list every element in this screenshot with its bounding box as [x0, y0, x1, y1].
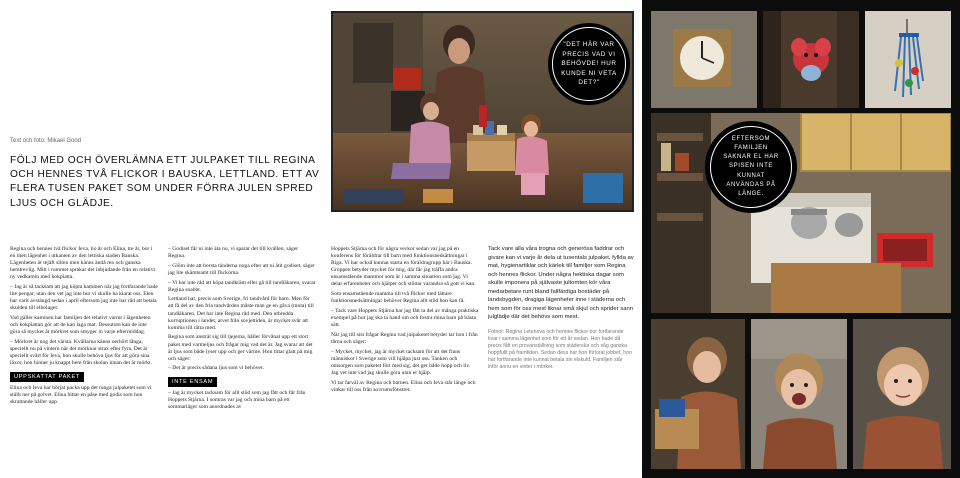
- wall-clock-photo: [651, 11, 757, 108]
- paragraph-appeal: Tack vare alla våra trogna och generösa faddrar och givare kan vi varje år dela ut tusentals julpaket, fyllda av mat, hygienartiklar och kärlek till familjer som Regina och hennes flickor. Under några hektiska dagar som skulle imponera på självaste jultomten kör våra medarbetare runt bland fallfärdiga bostäder på landsbygden, dragiga lägenheter inne i städerna och hem som för oss mest liknar små skjul och sprider sann julglädje där det behövs som mest.: [488, 246, 634, 320]
- paragraph: Vi tar farväl av Regina och barnen. Elina och Ieva står länge och vinkar till oss från sovrumsfönstret.: [331, 379, 476, 393]
- kitchen-photo: [651, 113, 951, 313]
- article-column-1: [10, 246, 158, 409]
- paragraph: Elina och Ieva har börjat packa upp det tunga julpaketet som vi ställt ner på golvet. Elina hittar en påse med godis som hon skrattande håller upp.: [10, 384, 152, 406]
- paragraph: – Mörkret är nog det värsta. Kvällarna känns oerhört långa, speciellt nu på vintern när det mörknar strax efter fyra. Det är speciellt svårt för Ieva, hon skulle behöva ljus för att göra sina läxor, hon hinner ju knappt hem från skolan innan det är mörkt.: [10, 338, 152, 367]
- subheading-uppskattat-paket: UPPSKATTAT PAKET: [10, 372, 84, 382]
- quote-kitchen-text: EFTERSOM FAMILJEN SAKNAR EL HAR SPISEN INTE KUNNAT ANVÄNDAS PÅ LÄNGE.: [723, 135, 779, 197]
- child-photo-smiling: [853, 319, 951, 469]
- quote-circle-kitchen: [705, 121, 797, 213]
- paragraph: Regina och hennes två flickor Ieva, tio år och Elina, tre år, bor i en liten lägenhet i utkanten av den lettiska staden Bauska. Lägenheten är tejäft sliten men känns ändå ren och ganska hemtrevlig. Mitt i rummet sprakar det inbjudande från en relativt ny vedkamin med kokplatta.: [10, 246, 156, 281]
- paragraph: – Mycket, mycket, jag är mycket tacksam för att det finns människor i Sverige som vill hjälpa just oss. Tanken och omsorgen som paketet fört med sig, det ger både hopp och liv. Jag vet inte vad jag skulle göra utan er hjälp.: [331, 348, 471, 376]
- key-rings-photo: [865, 11, 951, 108]
- paragraph: När jag till sist frågar Regina vad julpaketet betyder tar hon i från tårna och säger:: [331, 331, 478, 345]
- quote-circle-main: [548, 23, 630, 105]
- paragraph: Vad gäller kaminen har familjen det relativt varmt i lägenheten och kokplattan gör att de kan laga mat. Dessutom kan de inte göra så mycket åt mörkret som smyger in varje eftermiddag.: [10, 315, 151, 336]
- paragraph: Hoppets Stjärna och för några veckor sedan var jag på en konferens för föräldrar till barn med funktionsnedsättningar i Riga. Vi har också kunnat starta en föräldragrupp här i Bauska. Gruppen betyder mycket för mig, där får jag träffa andra ensamstående mammor som är i samma situation som jag. Vi delar erfarenheter och hjälper och stöttar varandra så gott vi kan.: [331, 246, 476, 288]
- right-page-photo-grid: [642, 0, 960, 478]
- photo-credit: Text och foto: Mikael Good: [10, 138, 82, 144]
- subheading-inte-ensam: INTE ENSAM: [168, 377, 217, 387]
- paragraph: – Vi har inte råd att köpa tandkräm eller gå till tandläkaren, svarar Regina snabbt.: [168, 279, 316, 293]
- child-photo-with-box: [651, 319, 745, 469]
- headline: FÖLJ MED OCH ÖVERLÄMNA ETT JULPAKET TILL REGINA OCH HENNES TVÅ FLICKOR I BAUSKA, LETTLAND. ETT AV FLERA TUSEN PAKET SOM UNDER FÖRRA JULEN SPRED LJUS OCH GLÄDJE.: [10, 155, 320, 209]
- paragraph: – Jag är mycket tacksam för allt stöd som jag fått och får från Hoppets Stjärna. I somras var jag och mina barn på ett sommarläger som anordnades av: [168, 390, 306, 411]
- article-column-2: [168, 246, 316, 414]
- stuffed-toy-photo: [763, 11, 859, 108]
- paragraph: – Godiset får ni inte äta nu, vi sparar det till kvällen, säger Regina.: [168, 246, 299, 260]
- article-column-4: [488, 245, 634, 378]
- footnote-caption: Fotnot: Regina Letunova och hennes flickor bor fortfarande kvar i samma lägenhet som för ett år sedan. Hon hade då precis fått en provanställning som städerska och såg ganska hoppfullt på framtiden. Sedan dess har hon förlorat jobbet, hon har fortfarande inte kunnat betala sin elskuld. Familjen står inför ännu en vinter i mörker.: [488, 328, 632, 370]
- quote-main-text: "DET HÄR VAR PRECIS VAD VI BEHÖVDE! HUR KUNDE NI VETA DET?": [561, 41, 617, 87]
- paragraph: Regina som ansträt sig till tjejerna, håller förvånat upp ett stort paket med varmeljus och frågar mig vad det är. Jag svarar att det är ljus som både lyser upp och ger värme. Hon tittar glatt på mig och säger:: [168, 334, 313, 362]
- paragraph: – Tack vare Hoppets Stjärna har jag fått ta del av många praktiska exempel på hur jag ska ta hand om och fostra mina barn på bästa sätt.: [331, 307, 479, 329]
- main-photo-family: [331, 11, 634, 212]
- paragraph: – Det är precis sådana ljus som vi behöver.: [168, 365, 264, 372]
- paragraph: Som ensamstående mamma till två flickor med lättare funktionsnedsättningar behöver Regina allt stöd hon kan få.: [331, 291, 465, 305]
- child-photo-crying: [751, 319, 847, 469]
- paragraph: – Glöm inte att borsta tänderna noga efter att ni ätit godiset, säger jag lite skämtsamt till flickorna.: [168, 262, 315, 276]
- paragraph: – Jag är så tacksam att jag köpta kaminen när jag fortfarande hade lite pengar, utan den vet jag inte hur vi skulle ha klarat oss. Elen har varit avstängd sedan i april eftersom jag inte har råd att betala skulden till elbolaget.: [10, 284, 158, 312]
- article-column-3: [331, 246, 479, 396]
- paragraph: Lettland har, precis som Sverige, fri tandvård för barn. Men för att få del av den fria tandvården måste man ge en gåva (muta) till tandläkaren. Det har inte Regina råd med. Den utbredda korruptionen i landet, arvet från sovjettiden, är mycket svår att komma till rätta med.: [168, 296, 314, 331]
